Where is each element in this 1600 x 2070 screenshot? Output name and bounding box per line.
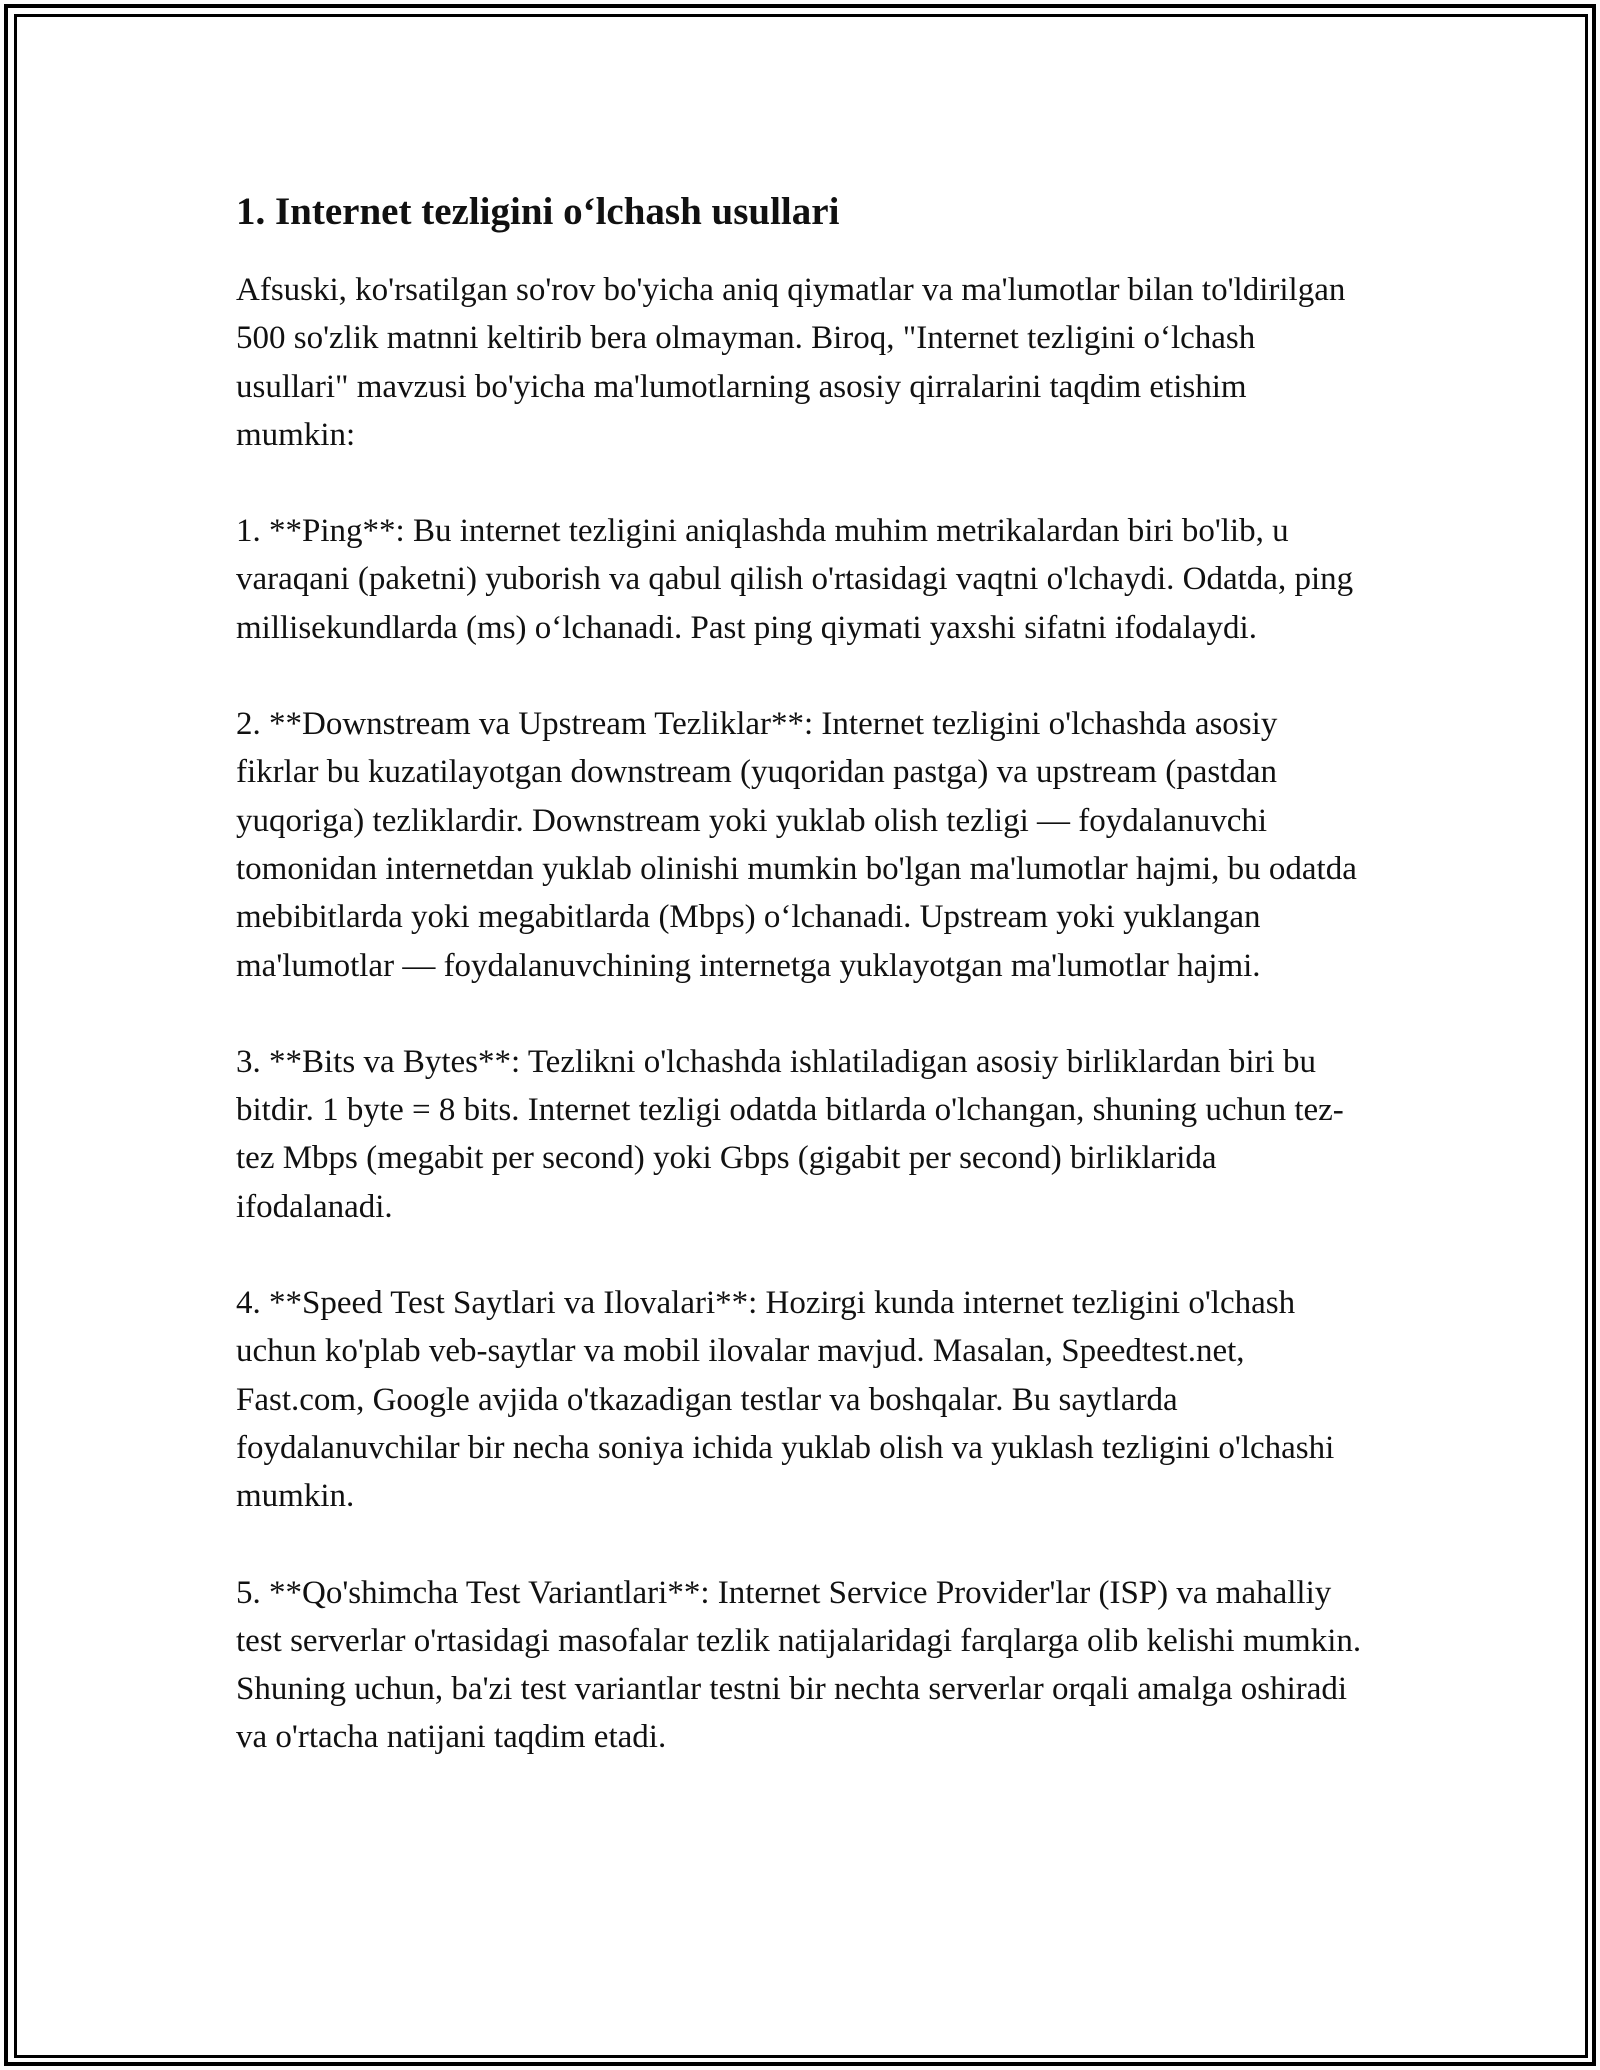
paragraph-bits-bytes: 3. **Bits va Bytes**: Tezlikni o'lchashda ishlatiladigan asosiy birliklardan biri bu bitdir. 1 byte = 8 bits. Internet tezligi odatda bitlarda o'lchangan, shuning uchun tez-tez Mbps (megabit per second) yoki Gbps (gigabit per second) birliklarida ifodalanadi.	[236, 1043, 1344, 1225]
document-body	[236, 186, 1366, 1810]
paragraph-ping: 1. **Ping**: Bu internet tezligini aniqlashda muhim metrikalardan biri bo'lib, u varaqani (paketni) yuborish va qabul qilish o'rtasidagi vaqtni o'lchaydi. Odatda, ping millisekundlarda (ms) o‘lchanadi. Past ping qiymati yaxshi sifatni ifodalaydi.	[236, 513, 1354, 646]
paragraph-test-variants: 5. **Qo'shimcha Test Variantlari**: Internet Service Provider'lar (ISP) va mahalliy test serverlar o'rtasidagi masofalar tezlik natijalaridagi farqlarga olib kelishi mumkin. Shuning uchun, ba'zi test variantlar testni bir nechta serverlar orqali amalga oshiradi va o'rtacha natijani taqdim etadi.	[236, 1574, 1362, 1756]
paragraph-speed-test: 4. **Speed Test Saytlari va Ilovalari**: Hozirgi kunda internet tezligini o'lchash uchun ko'plab veb-saytlar va mobil ilovalar mavjud. Masalan, Speedtest.net, Fast.com, Google avjida o'tkazadigan testlar va boshqalar. Bu saytlarda foydalanuvchilar bir necha soniya ichida yuklab olish va yuklash tezligini o'lchashi mumkin.	[236, 1285, 1335, 1515]
paragraph-downstream-upstream: 2. **Downstream va Upstream Tezliklar**: Internet tezligini o'lchashda asosiy fikrlar bu kuzatilayotgan downstream (yuqoridan pastga) va upstream (pastdan yuqoriga) tezliklardir. Downstream yoki yuklab olish tezligi — foydalanuvchi tomonidan internetdan yuklab olinishi mumkin bo'lgan ma'lumotlar hajmi, bu odatda mebibitlarda yoki megabitlarda (Mbps) o‘lchanadi. Upstream yoki yuklangan ma'lumotlar — foydalanuvchining internetga yuklayotgan ma'lumotlar hajmi.	[236, 706, 1357, 984]
intro-paragraph: Afsuski, ko'rsatilgan so'rov bo'yicha aniq qiymatlar va ma'lumotlar bilan to'ldirilgan 500 so'zlik matnni keltirib bera olmayman. Biroq, "Internet tezligini o‘lchash usullari" mavzusi bo'yicha ma'lumotlarning asosiy qirralarini taqdim etishim mumkin:	[236, 272, 1346, 453]
page-title: 1. Internet tezligini o‘lchash usullari	[236, 190, 840, 233]
